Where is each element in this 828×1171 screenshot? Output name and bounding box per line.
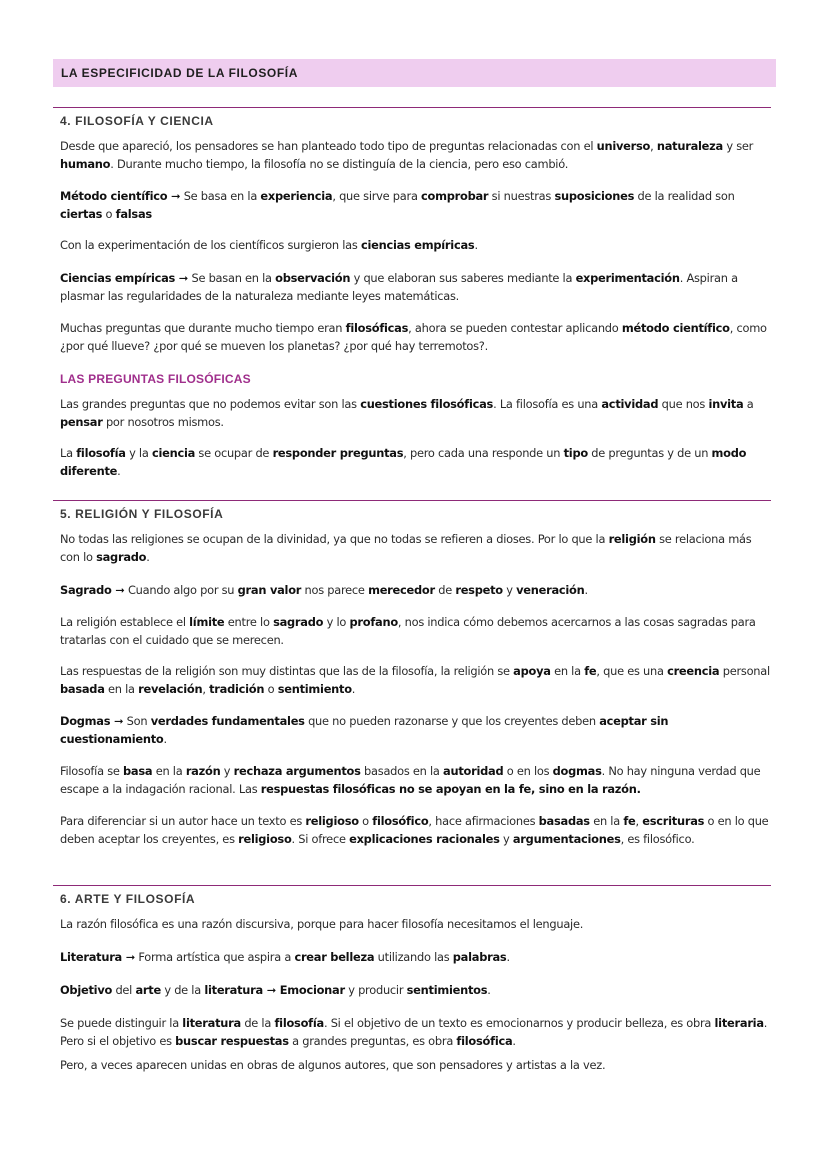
emphasis: palabras bbox=[452, 950, 507, 964]
emphasis: pensar bbox=[60, 415, 103, 429]
emphasis: literaria bbox=[714, 1016, 764, 1030]
emphasis: fe bbox=[584, 664, 597, 678]
emphasis: gran valor bbox=[237, 583, 302, 597]
emphasis: suposiciones bbox=[554, 189, 635, 203]
paragraph: La razón filosófica es una razón discursiva, porque para hacer filosofía necesitamos el lenguaje. bbox=[60, 917, 584, 931]
emphasis: razón bbox=[185, 764, 221, 778]
paragraph: Para diferenciar si un autor hace un texto es religioso o filosófico, hace afirmaciones basadas en la fe, escrituras o en lo que deben aceptar los creyentes, es religioso. Si ofrece explicaciones racionales y argumentaciones, es filosófico. bbox=[60, 814, 769, 846]
emphasis: humano bbox=[60, 157, 111, 171]
emphasis: ciencias empíricas bbox=[360, 238, 475, 252]
section-divider bbox=[53, 107, 771, 108]
emphasis: límite bbox=[189, 615, 225, 629]
emphasis: ciertas bbox=[60, 207, 103, 221]
emphasis: creencia bbox=[667, 664, 720, 678]
document-title-band bbox=[53, 59, 776, 87]
emphasis: tipo bbox=[563, 446, 588, 460]
paragraph: Sagrado ➞ Cuando algo por su gran valor nos parece merecedor de respeto y veneración. bbox=[60, 583, 588, 597]
paragraph: Se puede distinguir la literatura de la filosofía. Si el objetivo de un texto es emocionarnos y producir belleza, es obra literaria. Pero si el objetivo es buscar respuestas a grandes preguntas, es obra filosófica. bbox=[60, 1016, 768, 1048]
emphasis: cuestiones filosóficas bbox=[360, 397, 494, 411]
emphasis: arte bbox=[135, 983, 161, 997]
emphasis: religioso bbox=[305, 814, 359, 828]
emphasis: religioso bbox=[238, 832, 292, 846]
paragraph: Desde que apareció, los pensadores se han planteado todo tipo de preguntas relacionadas con el universo, naturaleza y ser humano. Durante mucho tiempo, la filosofía no se distinguía de la ciencia, pero eso cambió. bbox=[60, 139, 754, 171]
emphasis: naturaleza bbox=[656, 139, 723, 153]
paragraph: Con la experimentación de los científicos surgieron las ciencias empíricas. bbox=[60, 238, 478, 252]
emphasis: buscar respuestas bbox=[175, 1034, 289, 1048]
paragraph: Las grandes preguntas que no podemos evitar son las cuestiones filosóficas. La filosofía es una actividad que nos invita a pensar por nosotros mismos. bbox=[60, 397, 754, 429]
emphasis: rechaza argumentos bbox=[233, 764, 361, 778]
paragraph: Método científico ➞ Se basa en la experiencia, que sirve para comprobar si nuestras suposiciones de la realidad son ciertas o falsas bbox=[60, 189, 735, 221]
emphasis: tradición bbox=[209, 682, 265, 696]
emphasis: filosofía bbox=[76, 446, 126, 460]
emphasis: modo diferente bbox=[60, 446, 747, 478]
emphasis: filosófica bbox=[456, 1034, 513, 1048]
emphasis: comprobar bbox=[421, 189, 489, 203]
emphasis: revelación bbox=[138, 682, 203, 696]
paragraph: Filosofía se basa en la razón y rechaza argumentos basados en la autoridad o en los dogmas. No hay ninguna verdad que escape a la indagación racional. Las respuestas filosóficas no se apoyan en la fe, sino en la razón. bbox=[60, 764, 761, 796]
emphasis: sentimiento bbox=[277, 682, 352, 696]
emphasis: sagrado bbox=[273, 615, 324, 629]
emphasis: sentimientos bbox=[406, 983, 488, 997]
paragraph: Ciencias empíricas ➞ Se basan en la observación y que elaboran sus saberes mediante la experimentación. Aspiran a plasmar las regularidades de la naturaleza mediante leyes matemáticas. bbox=[60, 271, 738, 303]
paragraph: La religión establece el límite entre lo sagrado y lo profano, nos indica cómo debemos acercarnos a las cosas sagradas para tratarlas con el cuidado que se merecen. bbox=[60, 615, 756, 647]
emphasis: ➞ bbox=[262, 983, 280, 997]
emphasis: explicaciones racionales bbox=[349, 832, 500, 846]
emphasis: Emocionar bbox=[279, 983, 345, 997]
emphasis: merecedor bbox=[368, 583, 435, 597]
paragraph: Literatura ➞ Forma artística que aspira a crear belleza utilizando las palabras. bbox=[60, 950, 510, 964]
section-heading-religion: 5. RELIGIÓN Y FILOSOFÍA bbox=[60, 507, 224, 521]
section-divider bbox=[53, 885, 771, 886]
section-heading-ciencia: 4. FILOSOFÍA Y CIENCIA bbox=[60, 114, 214, 128]
emphasis: ciencia bbox=[151, 446, 196, 460]
section-heading-arte: 6. ARTE Y FILOSOFÍA bbox=[60, 892, 196, 906]
emphasis: experiencia bbox=[260, 189, 333, 203]
emphasis: crear belleza bbox=[294, 950, 375, 964]
emphasis: aceptar sin cuestionamiento bbox=[60, 714, 669, 746]
emphasis: respeto bbox=[455, 583, 503, 597]
paragraph: Objetivo del arte y de la literatura ➞ Emocionar y producir sentimientos. bbox=[60, 983, 491, 997]
emphasis: Método científico ➞ bbox=[60, 189, 181, 203]
paragraph: Muchas preguntas que durante mucho tiempo eran filosóficas, ahora se pueden contestar aplicando método científico, como ¿por qué llueve? ¿por qué se mueven los planetas? ¿por qué hay terremotos?. bbox=[60, 321, 767, 353]
emphasis: autoridad bbox=[443, 764, 504, 778]
emphasis: argumentaciones bbox=[512, 832, 621, 846]
emphasis: sagrado bbox=[96, 550, 147, 564]
emphasis: basa bbox=[123, 764, 153, 778]
emphasis: verdades fundamentales bbox=[150, 714, 305, 728]
emphasis: falsas bbox=[115, 207, 152, 221]
emphasis: experimentación bbox=[575, 271, 680, 285]
subheading-preguntas: LAS PREGUNTAS FILOSÓFICAS bbox=[60, 372, 251, 386]
paragraph: No todas las religiones se ocupan de la divinidad, ya que no todas se refieren a dioses. Por lo que la religión se relaciona más con lo sagrado. bbox=[60, 532, 752, 564]
paragraph: La filosofía y la ciencia se ocupar de responder preguntas, pero cada una responde un tipo de preguntas y de un modo diferente. bbox=[60, 446, 747, 478]
emphasis: profano bbox=[349, 615, 398, 629]
emphasis: filosófico bbox=[372, 814, 429, 828]
section-divider bbox=[53, 500, 771, 501]
emphasis: actividad bbox=[601, 397, 659, 411]
emphasis: Dogmas ➞ bbox=[60, 714, 124, 728]
paragraph: Las respuestas de la religión son muy distintas que las de la filosofía, la religión se apoya en la fe, que es una creencia personal basada en la revelación, tradición o sentimiento. bbox=[60, 664, 770, 696]
emphasis: invita bbox=[708, 397, 744, 411]
emphasis: filosóficas bbox=[345, 321, 409, 335]
emphasis: literatura bbox=[204, 983, 263, 997]
emphasis: dogmas bbox=[552, 764, 602, 778]
emphasis: veneración bbox=[516, 583, 585, 597]
emphasis: Sagrado ➞ bbox=[60, 583, 125, 597]
emphasis: observación bbox=[275, 271, 351, 285]
emphasis: filosofía bbox=[274, 1016, 324, 1030]
paragraph: Dogmas ➞ Son verdades fundamentales que no pueden razonarse y que los creyentes deben aceptar sin cuestionamiento. bbox=[60, 714, 669, 746]
emphasis: basadas bbox=[538, 814, 590, 828]
emphasis: universo bbox=[596, 139, 651, 153]
emphasis: literatura bbox=[182, 1016, 241, 1030]
emphasis: responder preguntas bbox=[272, 446, 404, 460]
emphasis: basada bbox=[60, 682, 105, 696]
emphasis: respuestas filosóficas no se apoyan en la fe, sino en la razón. bbox=[260, 782, 641, 796]
emphasis: Literatura ➞ bbox=[60, 950, 136, 964]
emphasis: escrituras bbox=[642, 814, 705, 828]
emphasis: Ciencias empíricas ➞ bbox=[60, 271, 189, 285]
emphasis: Objetivo bbox=[60, 983, 113, 997]
emphasis: método científico bbox=[621, 321, 730, 335]
document-title: LA ESPECIFICIDAD DE LA FILOSOFÍA bbox=[61, 66, 298, 80]
emphasis: apoya bbox=[513, 664, 551, 678]
emphasis: fe bbox=[623, 814, 636, 828]
paragraph: Pero, a veces aparecen unidas en obras de algunos autores, que son pensadores y artistas a la vez. bbox=[60, 1058, 606, 1072]
emphasis: religión bbox=[608, 532, 656, 546]
